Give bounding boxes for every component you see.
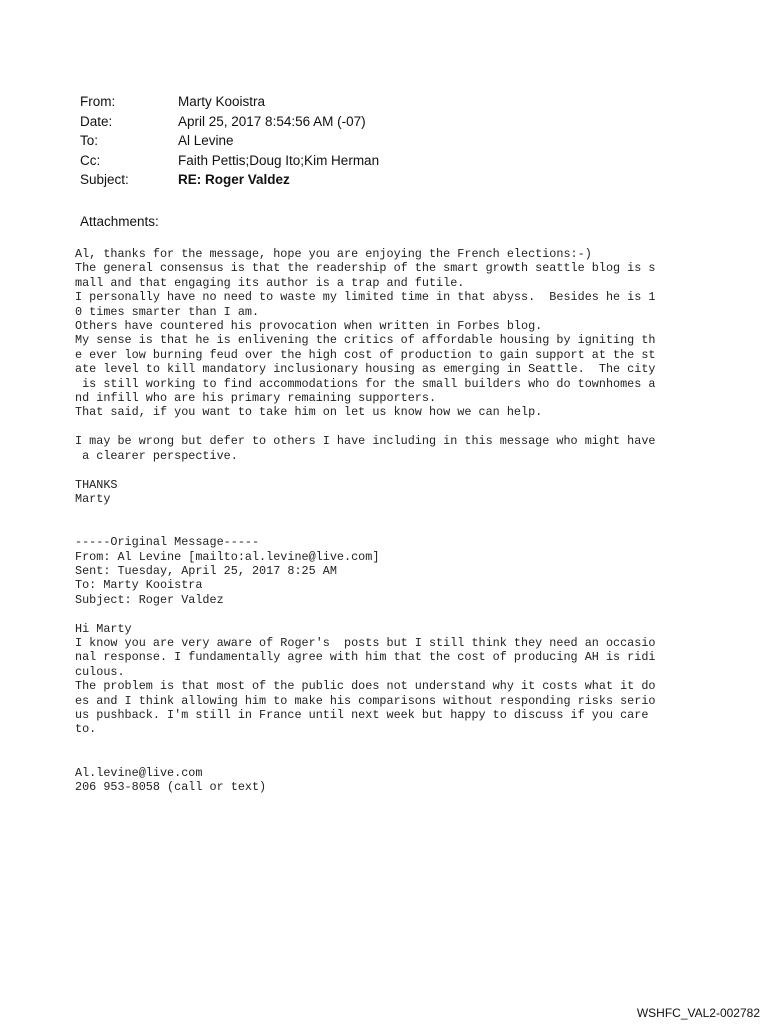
date-row <box>80 112 379 132</box>
to-value: Al Levine <box>178 133 234 148</box>
cc-label: Cc: <box>80 152 101 168</box>
subject-value: RE: Roger Valdez <box>178 172 290 187</box>
from-value: Marty Kooistra <box>178 94 266 109</box>
subject-row <box>80 170 379 190</box>
cc-row <box>80 151 379 171</box>
email-body: Al, thanks for the message, hope you are enjoying the French elections:-) The general consensus is that the readership of the smart growth seattle blog is s mall and that engaging its author is a trap and futile. I personally have no need to waste my limited time in that abyss. Besides he is 1 0 times smarter than I am. Others have countered his provocation when written in Forbes blog. My sense is that he is enlivening the critics of affordable housing by igniting th e ever low burning feud over the high cost of production to gain support at the st ate level to kill mandatory inclusionary housing as emerging in Seattle. The city is still working to find accommodations for the small builders who do townhomes a nd infill who are his primary remaining supporters. That said, if you want to take him on let us know how we can help. I may be wrong but defer to others I have including in this message who might have a clearer perspective. THANKS Marty -----Original Message----- From: Al Levine [mailto:al.levine@live.com] Sent: Tuesday, April 25, 2017 8:25 AM To: Marty Kooistra Subject: Roger Valdez Hi Marty I know you are very aware of Roger's posts but I still think they need an occasio nal response. I fundamentally agree with him that the cost of producing AH is ridi culous. The problem is that most of the public does not understand why it costs what it do es and I think allowing him to make his comparisons without responding risks serio us pushback. I'm still in France until next week but happy to discuss if you care to. Al.levine@live.com 206 953-8058 (call or text) <box>75 247 656 795</box>
from-label: From: <box>80 94 116 109</box>
to-row <box>80 131 379 151</box>
date-label: Date: <box>80 113 113 129</box>
document-id: WSHFC_VAL2-002782 <box>636 1006 760 1020</box>
attachments-label: Attachments: <box>80 214 159 229</box>
from-row <box>80 92 379 112</box>
cc-value: Faith Pettis;Doug Ito;Kim Herman <box>178 152 380 168</box>
email-header <box>80 92 379 190</box>
subject-label: Subject: <box>80 172 129 187</box>
date-value: April 25, 2017 8:54:56 AM (-07) <box>178 113 366 129</box>
to-label: To: <box>80 133 99 148</box>
